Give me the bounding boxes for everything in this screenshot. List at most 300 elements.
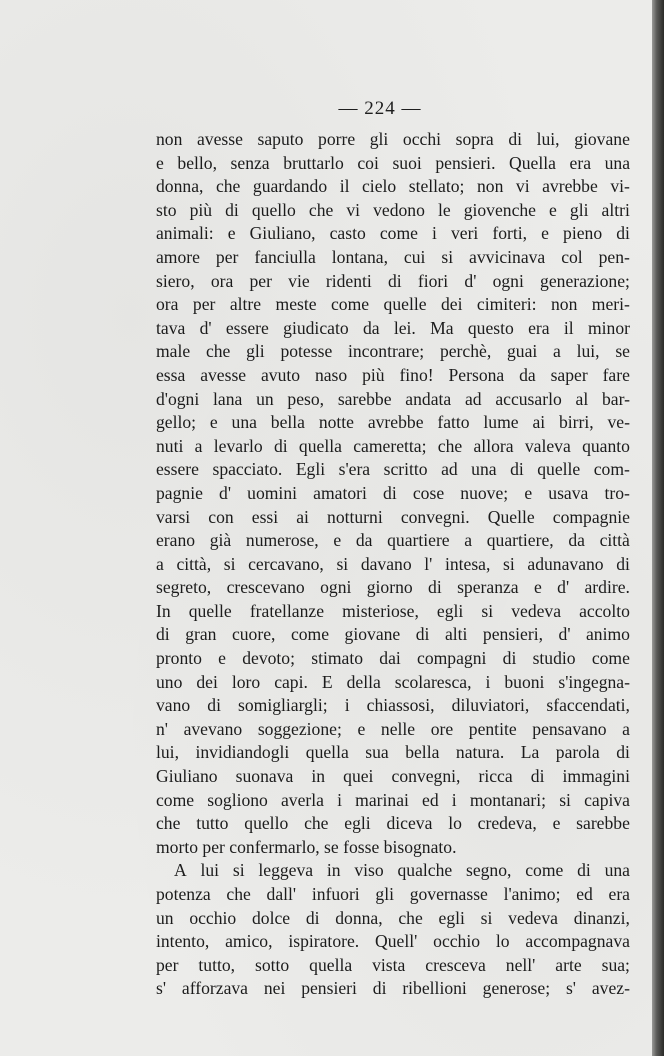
word: e — [357, 718, 366, 739]
word: giudicato — [283, 317, 349, 338]
word: pagnie — [156, 482, 203, 503]
word: vi- — [610, 176, 630, 197]
text-line — [156, 623, 630, 647]
word: s' — [565, 978, 576, 999]
word: di — [225, 199, 239, 220]
word: non — [550, 294, 578, 315]
word: vi — [515, 176, 530, 197]
word: forti, — [492, 223, 528, 244]
page-number: — 224 — — [338, 98, 422, 119]
word: occhi — [402, 129, 442, 149]
word: più — [189, 199, 213, 220]
word: dei — [440, 294, 463, 315]
word: crescevano — [226, 577, 305, 598]
word: numerose, — [245, 530, 319, 551]
word: scritto — [383, 459, 428, 480]
paragraph-end-line: morto per confermarlo, se fosse bisognato. — [156, 836, 457, 857]
word: era — [608, 884, 630, 904]
word: lui — [200, 860, 220, 881]
word: i — [344, 695, 350, 716]
word: di — [616, 223, 630, 244]
word: studio — [532, 648, 576, 669]
word: un — [156, 907, 174, 928]
word: andata — [405, 388, 452, 409]
word: della — [346, 671, 381, 692]
word: bella — [270, 412, 305, 433]
word: essere — [225, 317, 269, 338]
word: d' — [558, 624, 571, 645]
paragraph-start-line — [156, 859, 630, 883]
word: erano — [156, 530, 196, 551]
word: tutto, — [198, 954, 236, 975]
word: speranza — [457, 577, 519, 598]
word: arte — [555, 954, 582, 975]
word: di — [577, 860, 591, 881]
word: levarlo — [213, 435, 263, 456]
word: veri — [450, 223, 479, 244]
text-line — [156, 671, 630, 695]
word: chiassosi, — [366, 695, 435, 716]
word: di — [428, 577, 442, 598]
word: avez- — [591, 978, 630, 999]
word: in — [311, 766, 326, 787]
word: di — [207, 695, 221, 716]
word: ai — [532, 412, 546, 433]
word: pieno — [563, 223, 603, 244]
word: stellato; — [408, 176, 465, 197]
word: nell' — [505, 954, 536, 975]
text-line — [156, 317, 630, 341]
word: si — [481, 600, 494, 621]
word: suoi — [392, 152, 422, 173]
word: di — [502, 648, 517, 669]
word: a — [156, 553, 164, 574]
word: diluviatori, — [451, 695, 530, 716]
word: pensavano — [532, 718, 607, 739]
word: il — [339, 176, 350, 197]
word: i — [451, 789, 457, 810]
word: da — [568, 530, 585, 551]
word: di — [383, 482, 397, 503]
body-text — [156, 128, 630, 1001]
word: bella — [405, 742, 440, 763]
word: e — [524, 482, 533, 503]
word: cameretta; — [353, 435, 427, 456]
word: a — [194, 435, 203, 456]
word: porre — [318, 129, 356, 149]
word: egli — [438, 907, 465, 928]
word: quella — [305, 742, 349, 763]
word: ad — [441, 459, 458, 480]
word: e — [227, 223, 236, 244]
word: essere — [156, 459, 199, 480]
word: si — [232, 860, 245, 881]
word: lume — [483, 412, 519, 433]
word: parola — [555, 742, 600, 763]
word: come — [156, 789, 195, 810]
word: egli — [436, 600, 464, 621]
text-line — [156, 694, 630, 718]
word: saputo — [257, 129, 304, 149]
word: generazione; — [540, 270, 630, 291]
text-line — [156, 506, 630, 530]
word: ed — [422, 789, 439, 810]
word: quello — [251, 199, 296, 220]
word: un — [256, 388, 274, 409]
word: qualche — [397, 860, 453, 881]
word: birri, — [558, 412, 594, 433]
word: intento, — [156, 931, 210, 952]
word: pentite — [468, 718, 517, 739]
word: essi — [251, 506, 279, 527]
word: ora — [156, 294, 179, 315]
word: sogliono — [207, 789, 268, 810]
word: cimiteri: — [476, 294, 537, 315]
word: s' — [156, 978, 167, 999]
word: si — [559, 789, 571, 810]
word: si — [480, 907, 493, 928]
text-line — [156, 388, 630, 412]
word: sarebbe — [576, 813, 630, 834]
word: avuto — [260, 364, 301, 385]
word: lui, — [576, 341, 600, 362]
word: fratellanze — [249, 600, 325, 621]
text-line — [156, 293, 630, 317]
word: occhio — [433, 931, 481, 952]
word: una — [604, 152, 630, 173]
word: nei — [263, 978, 286, 999]
word: devoto; — [242, 648, 295, 669]
word: cui — [403, 246, 426, 267]
word: gli — [246, 341, 265, 362]
word: varsi — [156, 506, 191, 527]
text-line — [156, 128, 630, 152]
word: che — [156, 813, 181, 834]
word: soggezione; — [257, 718, 342, 739]
word: una — [231, 412, 257, 433]
word: minor — [587, 317, 630, 338]
word: i — [337, 789, 343, 810]
word: ve- — [607, 412, 630, 433]
word: fare — [602, 364, 630, 385]
word: Egli — [295, 459, 326, 480]
word: com- — [593, 459, 630, 480]
text-line — [156, 152, 630, 176]
text-line — [156, 647, 630, 671]
word: bello, — [177, 152, 217, 173]
word: come — [525, 860, 564, 881]
word: cresceva — [425, 954, 486, 975]
word: come — [591, 648, 630, 669]
word: cercavano, — [248, 553, 324, 574]
word: ai — [296, 506, 309, 527]
word: spacciato. — [212, 459, 283, 480]
word: e — [218, 648, 226, 669]
word: sto — [156, 199, 177, 220]
word: immagini — [562, 766, 630, 787]
word: A — [174, 860, 187, 881]
word: bar- — [601, 388, 630, 409]
word: l' — [424, 553, 433, 574]
word: s'era — [338, 459, 371, 480]
word: La — [520, 742, 540, 763]
word: come — [290, 624, 330, 645]
word: e — [209, 412, 218, 433]
word: pronto — [156, 648, 202, 669]
word: d'ogni — [156, 388, 200, 409]
word: di — [616, 742, 630, 763]
word: quelle — [188, 600, 232, 621]
text-line — [156, 529, 630, 553]
word: s'ingegna- — [558, 671, 630, 692]
word: questo — [467, 317, 514, 338]
word: non — [156, 129, 183, 149]
word: vedeva — [511, 600, 562, 621]
word: animali: — [156, 223, 214, 244]
text-line — [156, 930, 630, 954]
word: da — [355, 530, 373, 551]
text-line — [156, 364, 630, 388]
word: a — [622, 718, 630, 739]
text-line — [156, 222, 630, 246]
word: guai — [506, 341, 538, 362]
word: si — [441, 246, 454, 267]
word: si — [503, 553, 515, 574]
word: di — [156, 624, 170, 645]
word: di — [415, 624, 430, 645]
word: potenza — [156, 884, 211, 904]
word: che — [398, 907, 423, 928]
word: casto — [329, 223, 366, 244]
text-line — [156, 718, 630, 742]
text-line — [156, 765, 630, 789]
word: donna, — [335, 907, 383, 928]
word: lo — [448, 813, 462, 834]
word: infuori — [311, 884, 360, 904]
word: amatori — [313, 482, 367, 503]
word: capiva — [584, 789, 630, 810]
word: marinai — [355, 789, 409, 810]
word: Giuliano, — [249, 223, 316, 244]
word: meri- — [591, 294, 630, 315]
word: accusarlo — [495, 388, 562, 409]
word: già — [209, 530, 232, 551]
word: bruttarlo — [283, 152, 344, 173]
word: una — [471, 459, 497, 480]
word: di — [305, 907, 320, 928]
word: d' — [219, 482, 232, 503]
word: fatto — [437, 412, 470, 433]
word: fino! — [399, 364, 434, 385]
text-line — [156, 270, 630, 294]
word: gli — [569, 199, 589, 220]
word: essa — [156, 364, 186, 385]
word: avevano — [183, 718, 243, 739]
word: tava — [156, 317, 186, 338]
word: quelle — [383, 294, 427, 315]
word: pen- — [598, 246, 630, 267]
word: lui, — [156, 742, 179, 763]
word: da — [362, 317, 380, 338]
word: sfaccendati, — [546, 695, 630, 716]
word: pensieri — [301, 978, 357, 999]
word: pensieri, — [482, 624, 544, 645]
word: che — [304, 813, 329, 834]
word: invidiandogli — [195, 742, 290, 763]
word: di — [530, 766, 545, 787]
word: montanari; — [469, 789, 547, 810]
word: cuore, — [231, 624, 276, 645]
word: egli — [344, 813, 371, 834]
word: avvicinava — [469, 246, 546, 267]
word: era — [528, 317, 550, 338]
word: nuove; — [460, 482, 509, 503]
word: valeva — [524, 435, 571, 456]
word: i — [485, 671, 491, 692]
word: sua — [365, 742, 389, 763]
word: che — [215, 176, 241, 197]
text-line — [156, 576, 630, 600]
page-edge-shadow — [652, 0, 664, 1056]
word: sarebbe — [337, 388, 392, 409]
word: potesse — [280, 341, 333, 362]
word: siero, — [156, 270, 195, 291]
word: di — [616, 553, 630, 574]
word: saper — [550, 364, 588, 385]
word: che — [437, 435, 463, 456]
word: d' — [557, 577, 570, 598]
word: accolto — [579, 600, 630, 621]
word: una — [604, 860, 630, 881]
word: dai — [379, 648, 401, 669]
word: come — [331, 294, 370, 315]
word: ora — [210, 270, 234, 291]
word: per — [215, 246, 239, 267]
word: il — [563, 317, 574, 338]
word: giovane — [344, 624, 401, 645]
word: stimato — [311, 648, 364, 669]
word: male — [156, 341, 191, 362]
text-line — [156, 340, 630, 364]
word: usava — [548, 482, 589, 503]
word: in — [326, 860, 341, 881]
word: nelle — [380, 718, 416, 739]
word: giovenche — [463, 199, 536, 220]
word: animo — [585, 624, 630, 645]
word: ad — [464, 388, 482, 409]
word: vedono — [373, 199, 425, 220]
word: più — [362, 364, 385, 385]
word: per — [192, 294, 216, 315]
word: Quella — [509, 152, 556, 173]
text-line — [156, 458, 630, 482]
word: alti — [444, 624, 468, 645]
word: lei. — [393, 317, 416, 338]
word: pensieri. — [435, 152, 496, 173]
word: allora — [473, 435, 514, 456]
word: e — [541, 223, 549, 244]
word: amore — [156, 246, 200, 267]
word: notte — [318, 412, 354, 433]
word: lana — [213, 388, 243, 409]
word: buoni — [504, 671, 545, 692]
word: naso — [314, 364, 348, 385]
word: quello — [244, 813, 289, 834]
word: natura. — [455, 742, 505, 763]
word: quartiere — [387, 530, 450, 551]
word: si — [223, 553, 236, 574]
word: segreto, — [156, 577, 212, 598]
text-line — [156, 883, 630, 907]
word: avrebbe — [542, 176, 598, 197]
word: amico, — [225, 931, 273, 952]
word: Quell' — [375, 931, 418, 952]
text-line — [156, 411, 630, 435]
word: fiori — [417, 270, 449, 291]
word: gello; — [156, 412, 197, 433]
text-line — [156, 175, 630, 199]
word: governasse — [409, 884, 488, 904]
word: di — [508, 129, 523, 149]
word: ore — [430, 718, 454, 739]
word: vedeva — [508, 907, 558, 928]
word: e — [156, 152, 164, 173]
word: lui, — [536, 129, 560, 149]
word: gran — [185, 624, 217, 645]
word: d' — [464, 270, 477, 291]
word: ridenti — [325, 270, 372, 291]
word: donna, — [156, 176, 204, 197]
word: convegni. — [400, 506, 470, 527]
word: col — [561, 246, 583, 267]
word: guardando — [252, 176, 328, 197]
text-line — [156, 812, 630, 836]
word: se — [615, 341, 630, 362]
text-line — [156, 977, 630, 1001]
word: notturni — [327, 506, 383, 527]
word: come — [379, 223, 418, 244]
word: capi. — [274, 671, 308, 692]
word: giorno — [366, 577, 413, 598]
word: lo — [495, 931, 510, 952]
text-line — [156, 789, 630, 813]
word: che — [308, 199, 334, 220]
text-line — [156, 600, 630, 624]
text-line — [156, 435, 630, 459]
word: Giuliano — [156, 766, 218, 787]
word: ardire. — [584, 577, 630, 598]
text-line — [156, 246, 630, 270]
word: peso, — [287, 388, 325, 409]
text-line — [156, 199, 630, 223]
word: intesa, — [444, 553, 491, 574]
word: meste — [275, 294, 317, 315]
word: segno, — [465, 860, 512, 881]
word: n' — [156, 718, 168, 739]
word: davano — [360, 553, 412, 574]
word: misteriose, — [342, 600, 419, 621]
word: cielo — [362, 176, 397, 197]
word: di — [372, 978, 387, 999]
word: e — [533, 577, 542, 598]
word: lontana, — [331, 246, 388, 267]
word: vano — [156, 695, 191, 716]
text-line — [156, 553, 630, 577]
word: vie — [288, 270, 310, 291]
word: In — [156, 600, 171, 621]
word: e — [552, 813, 561, 834]
word: convegni, — [391, 766, 461, 787]
